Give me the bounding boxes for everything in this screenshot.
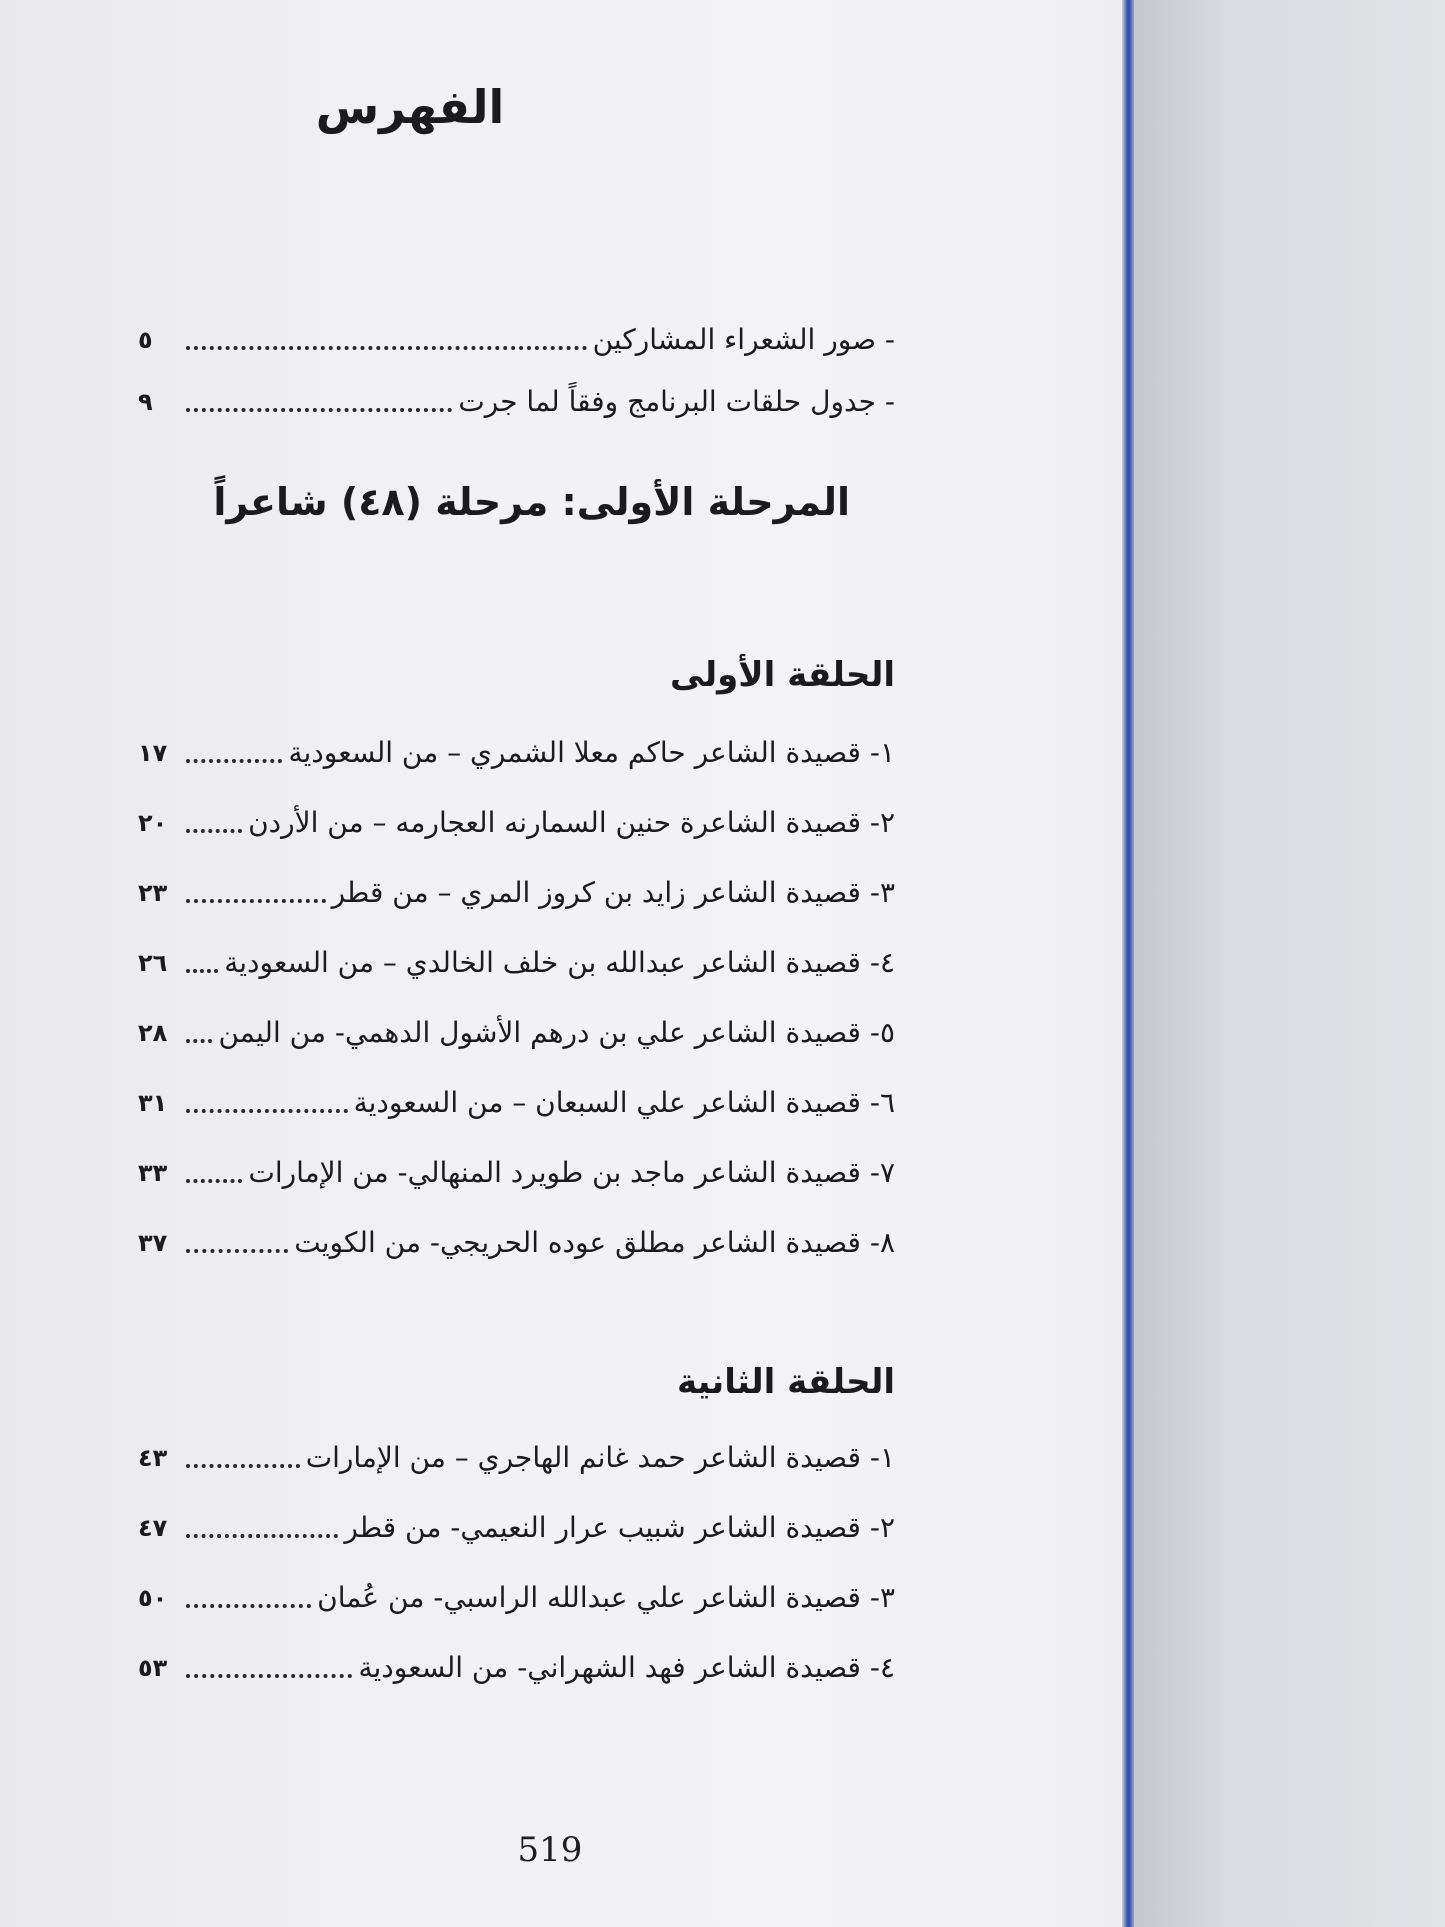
toc-entry-label: ٢- قصيدة الشاعرة حنين السمارنه العجارمه – من الأردن [248, 806, 895, 839]
toc-entry [138, 1498, 895, 1548]
toc-entry [138, 863, 895, 913]
toc-entry-page: ٢٦ [138, 949, 168, 977]
toc-entry-label: ٣- قصيدة الشاعر علي عبدالله الراسبي- من عُمان [317, 1581, 895, 1614]
episode-title: الحلقة الثانية [676, 1362, 895, 1402]
toc-entry [138, 933, 895, 983]
toc-entry-label: - جدول حلقات البرنامج وفقاً لما جرت [458, 385, 895, 418]
toc-entry-page: ٥ [138, 326, 153, 354]
toc-entry [138, 1003, 895, 1053]
toc-entry-label: ٥- قصيدة الشاعر علي بن درهم الأشول الدهمي- من اليمن [218, 1016, 895, 1049]
leader-dots [186, 408, 452, 412]
toc-entry-label: - صور الشعراء المشاركين [592, 323, 895, 356]
toc-entry [138, 372, 895, 422]
toc-entry-label: ٨- قصيدة الشاعر مطلق عوده الحريجي- من الكويت [294, 1226, 895, 1259]
toc-entry-page: ٣٣ [138, 1159, 168, 1187]
toc-entry-page: ٥٠ [138, 1584, 168, 1612]
leader-dots [186, 759, 282, 763]
toc-entry-label: ٧- قصيدة الشاعر ماجد بن طويرد المنهالي- من الإمارات [248, 1156, 895, 1189]
leader-dots [186, 969, 218, 973]
toc-entry [138, 1143, 895, 1193]
toc-entry [138, 1213, 895, 1263]
toc-entry-page: ٣١ [138, 1089, 168, 1117]
leader-dots [186, 346, 587, 350]
toc-entry-page: ١٧ [138, 739, 168, 767]
leader-dots [186, 1674, 352, 1678]
leader-dots [186, 1464, 300, 1468]
leader-dots [186, 899, 326, 903]
episode-title: الحلقة الأولى [669, 655, 895, 695]
toc-entry [138, 793, 895, 843]
leader-dots [186, 1179, 242, 1183]
toc-entry-label: ٣- قصيدة الشاعر زايد بن كروز المري – من قطر [331, 876, 895, 909]
toc-entry-page: ٢٨ [138, 1019, 168, 1047]
toc-entry-label: ١- قصيدة الشاعر حمد غانم الهاجري – من الإمارات [305, 1441, 895, 1474]
page-number: 519 [517, 1830, 583, 1870]
page-title: الفهرس [315, 80, 505, 134]
toc-entry [138, 1073, 895, 1123]
toc-entry-label: ٢- قصيدة الشاعر شبيب عرار النعيمي- من قطر [344, 1511, 895, 1544]
toc-entry-page: ٩ [138, 388, 153, 416]
section-title: المرحلة الأولى: مرحلة (٤٨) شاعراً [213, 480, 850, 524]
toc-entry-label: ٤- قصيدة الشاعر فهد الشهراني- من السعودية [358, 1651, 895, 1684]
toc-entry [138, 1428, 895, 1478]
toc-entry-label: ٤- قصيدة الشاعر عبدالله بن خلف الخالدي – من السعودية [224, 946, 895, 979]
leader-dots [186, 1039, 212, 1043]
toc-entry-page: ٢٠ [138, 809, 168, 837]
background-surface [1134, 0, 1445, 1927]
toc-entry-label: ١- قصيدة الشاعر حاكم معلا الشمري – من السعودية [288, 736, 895, 769]
toc-entry-page: ٤٣ [138, 1444, 168, 1472]
toc-entry-page: ٤٧ [138, 1514, 168, 1542]
toc-entry [138, 1638, 895, 1688]
toc-entry [138, 310, 895, 360]
leader-dots [186, 829, 242, 833]
toc-entry-page: ٥٣ [138, 1654, 168, 1682]
leader-dots [186, 1109, 348, 1113]
toc-entry-page: ٢٣ [138, 879, 168, 907]
toc-entry [138, 1568, 895, 1618]
toc-entry-label: ٦- قصيدة الشاعر علي السبعان – من السعودية [353, 1086, 895, 1119]
leader-dots [186, 1534, 338, 1538]
toc-entry [138, 723, 895, 773]
toc-entry-page: ٣٧ [138, 1229, 168, 1257]
leader-dots [186, 1604, 311, 1608]
leader-dots [186, 1249, 288, 1253]
